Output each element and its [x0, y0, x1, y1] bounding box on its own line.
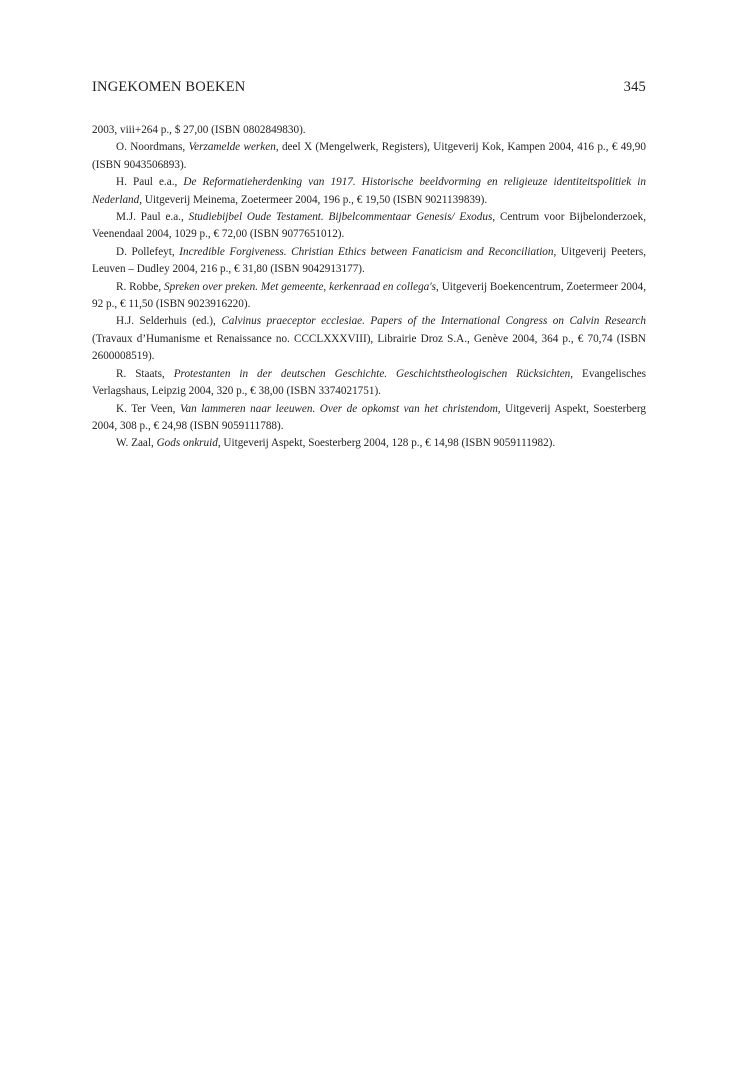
entry-author: H.J. Selderhuis (ed.), — [116, 315, 222, 328]
entry-details: , Uitgeverij Aspekt, Soesterberg 2004, 128 p., € 14,98 (ISBN 9059111982). — [217, 437, 556, 450]
book-entry — [92, 174, 646, 209]
entry-details: , Uitgeverij Aspekt, Soesterberg 2004, 308 p., € 24,98 (ISBN 9059111788). — [92, 402, 647, 432]
entry-details: , Evangelisches Verlagshaus, Leipzig 2004, 320 p., € 38,00 (ISBN 3374021751). — [92, 367, 647, 398]
entry-title: Gods onkruid — [156, 437, 218, 450]
entry-title: Calvinus praeceptor ecclesiae. Papers of the International Congress on Calvin Research — [221, 315, 646, 328]
entry-title: Studiebijbel Oude Testament. Bijbelcommentaar Genesis/ Exodus — [188, 211, 493, 224]
running-head — [92, 79, 646, 99]
entry-details: , Uitgeverij Meinema, Zoetermeer 2004, 196 p., € 19,50 (ISBN 9021139839). — [139, 193, 488, 206]
entry-title: Protestanten in der deutschen Geschichte. Geschichtstheologischen Rücksichten — [173, 367, 571, 380]
book-entry — [92, 244, 646, 279]
entry-author: H. Paul e.a., — [116, 176, 184, 189]
entry-details: , Centrum voor Bijbelonderzoek, Veenendaal 2004, 1029 p., € 72,00 (ISBN 9077651012). — [92, 211, 646, 241]
entry-author: K. Ter Veen, — [116, 402, 180, 415]
section-title: INGEKOMEN BOEKEN — [92, 79, 246, 95]
entry-author: W. Zaal, — [116, 437, 157, 450]
entry-title: Van lammeren naar leeuwen. Over de opkomst van het christendom — [179, 402, 498, 415]
entry-details: , Uitgeverij Peeters, Leuven – Dudley 2004, 216 p., € 31,80 (ISBN 9042913177). — [92, 245, 646, 276]
book-entry — [92, 401, 646, 436]
entry-details: , Uitgeverij Boekencentrum, Zoetermeer 2004, 92 p., € 11,50 (ISBN 9023916220). — [92, 280, 647, 311]
book-entry — [92, 435, 646, 452]
entry-title: De Reformatieherdenking van 1917. Historische beeldvorming en religieuze identiteitspolitiek in Nederland — [92, 176, 646, 206]
entry-author: M.J. Paul e.a., — [116, 211, 189, 224]
entry-title: Spreken over preken. Met gemeente, kerkenraad en collega's — [164, 280, 437, 293]
page-number: 345 — [623, 79, 646, 95]
book-entry — [92, 139, 646, 174]
book-entry — [92, 279, 646, 314]
entry-author: R. Robbe, — [116, 280, 165, 293]
entry-title: Verzamelde werken — [188, 141, 276, 154]
entry-author: R. Staats, — [116, 367, 174, 380]
entry-details: 2003, viii+264 p., $ 27,00 (ISBN 0802849830). — [92, 124, 306, 136]
entry-details: , deel X (Mengelwerk, Registers), Uitgeverij Kok, Kampen 2004, 416 p., € 49,90 (ISBN 9043506893). — [92, 141, 646, 171]
book-entry — [92, 122, 646, 139]
entry-details: (Travaux d’Humanisme et Renaissance no. CCCLXXXVIII), Librairie Droz S.A., Genève 2004, 364 p., € 70,74 (ISBN 2600008519). — [92, 332, 646, 363]
book-list — [92, 122, 646, 453]
entry-title: Incredible Forgiveness. Christian Ethics between Fanaticism and Reconciliation — [179, 245, 554, 258]
entry-author: O. Noordmans, — [116, 141, 189, 154]
book-entry — [92, 209, 646, 244]
entry-author: D. Pollefeyt, — [116, 245, 180, 258]
book-entry — [92, 366, 646, 401]
book-entry — [92, 313, 646, 365]
